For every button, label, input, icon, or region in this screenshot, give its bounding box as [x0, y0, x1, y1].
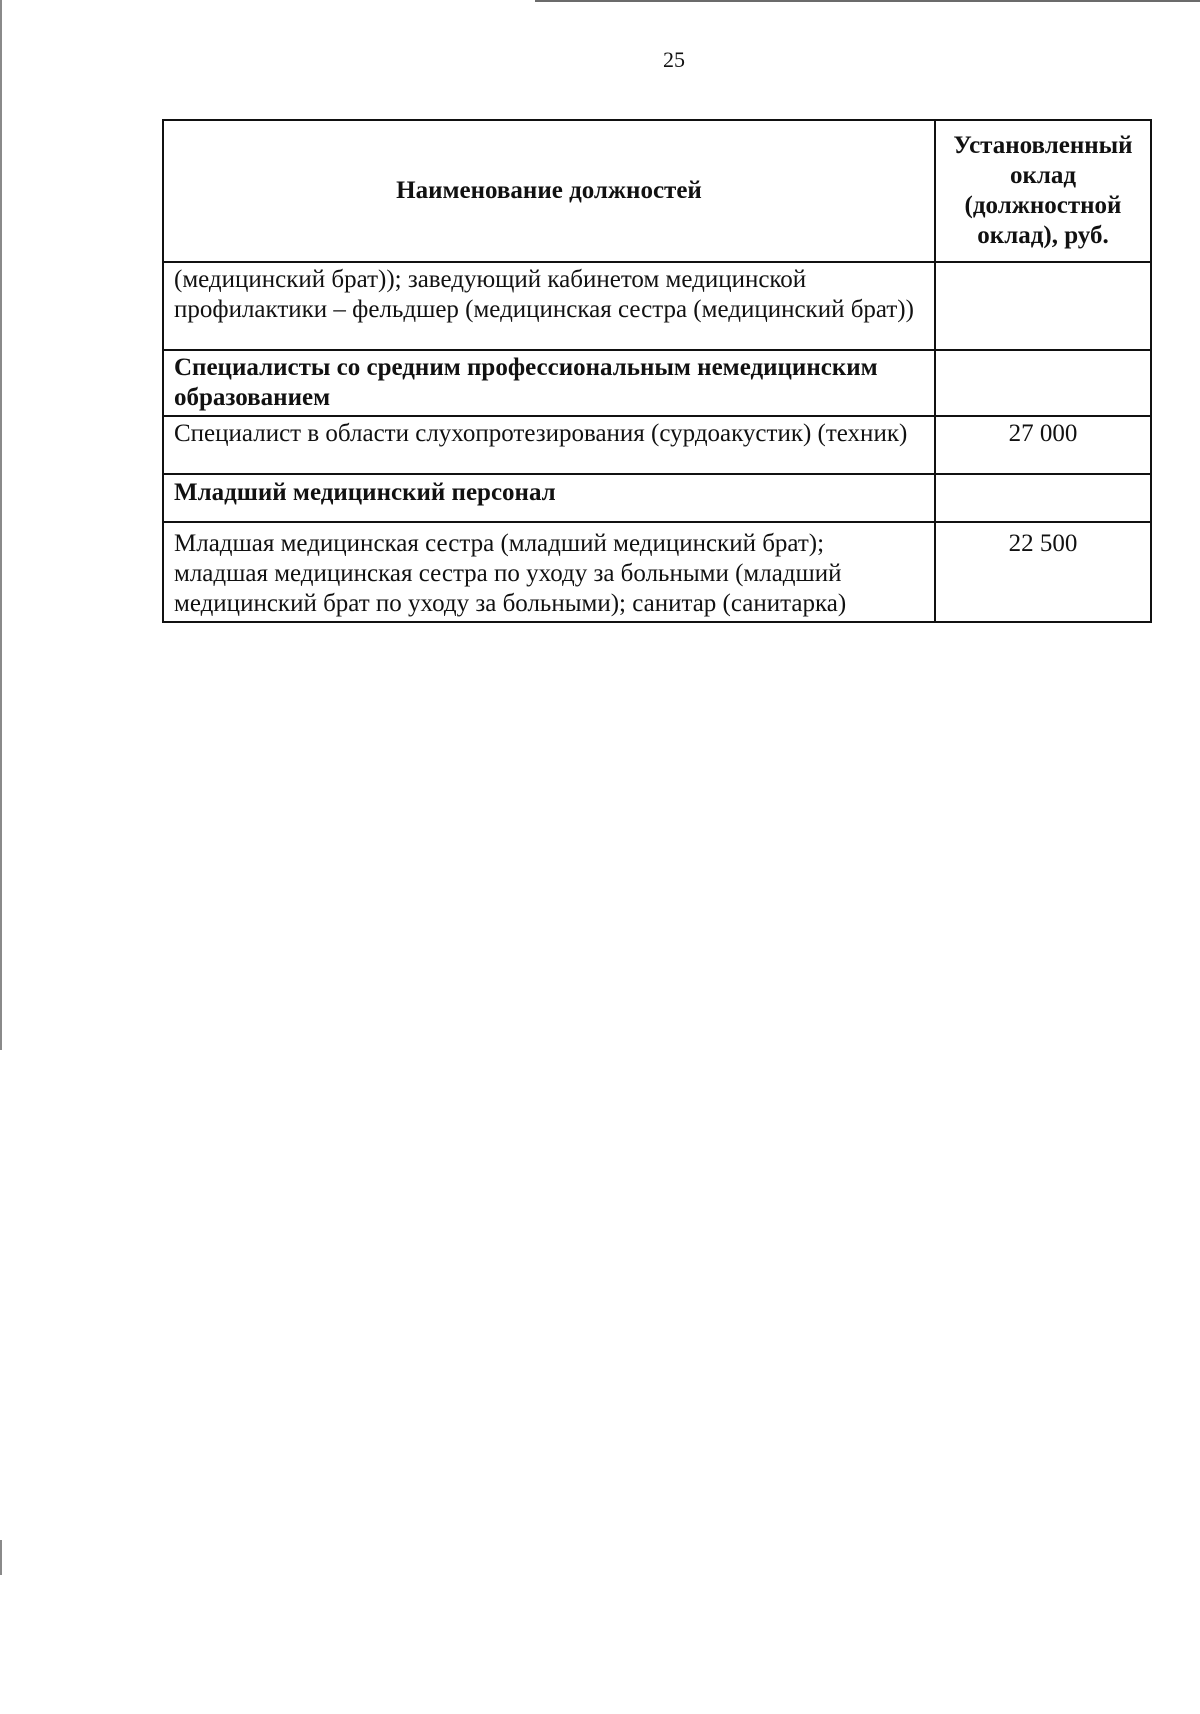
- salary-cell: [935, 474, 1151, 522]
- salary-cell: 22 500: [935, 522, 1151, 622]
- section-title-cell: Младший медицинский персонал: [163, 474, 935, 522]
- scan-top-edge-line: [535, 0, 1200, 2]
- salary-table: [162, 119, 1152, 623]
- position-name-cell: Специалист в области слухопротезирования (сурдоакустик) (техник): [163, 416, 935, 474]
- position-name-cell: (медицинский брат)); заведующий кабинетом медицинской профилактики – фельдшер (медицинская сестра (медицинский брат)): [163, 262, 935, 350]
- table-section-row: [163, 474, 1151, 522]
- position-name-cell: Младшая медицинская сестра (младший медицинский брат); младшая медицинская сестра по уходу за больными (младший медицинский брат по уходу за больными); санитар (санитарка): [163, 522, 935, 622]
- salary-cell: [935, 350, 1151, 416]
- header-salary: Установленный оклад (должностной оклад), руб.: [935, 120, 1151, 262]
- table-header-row: [163, 120, 1151, 262]
- section-title-cell: Специалисты со средним профессиональным немедицинским образованием: [163, 350, 935, 416]
- header-position-name: Наименование должностей: [163, 120, 935, 262]
- scan-left-edge-mark: [0, 1540, 2, 1575]
- scan-left-edge-line: [0, 0, 2, 1050]
- salary-cell: 27 000: [935, 416, 1151, 474]
- table-row: [163, 262, 1151, 350]
- table-row: [163, 416, 1151, 474]
- table-section-row: [163, 350, 1151, 416]
- salary-cell: [935, 262, 1151, 350]
- page-number: 25: [663, 47, 685, 72]
- table-row: [163, 522, 1151, 622]
